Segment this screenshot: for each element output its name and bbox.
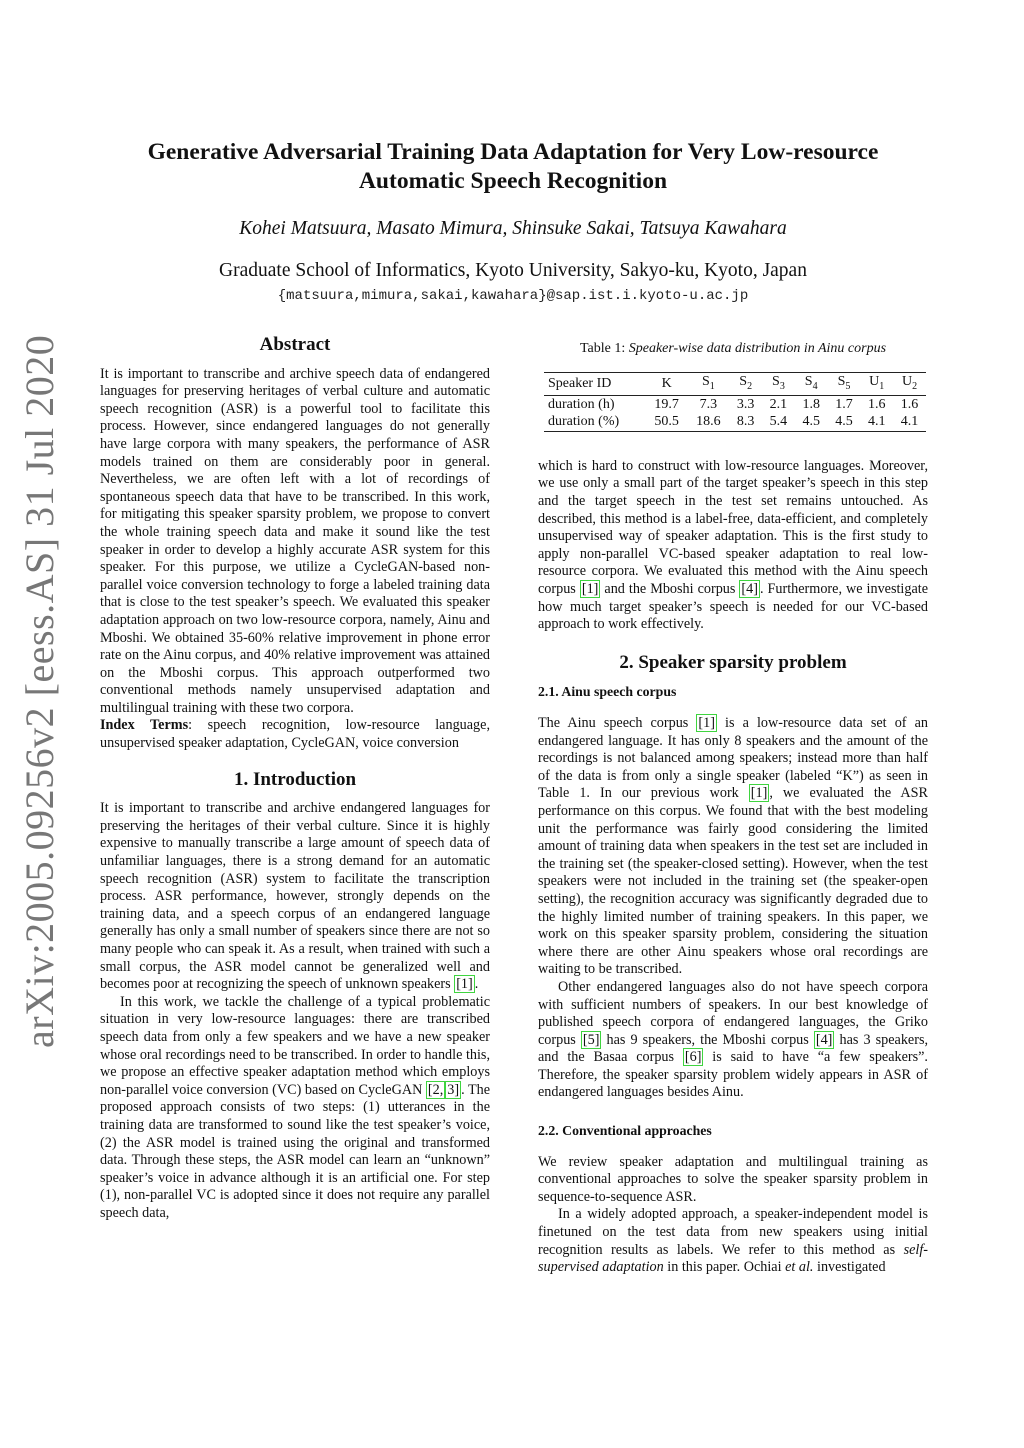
subsection-2-2-heading: 2.2. Conventional approaches <box>538 1123 712 1139</box>
table-header-cell: Speaker ID <box>548 375 612 391</box>
citation-link[interactable]: [4] <box>815 1031 833 1048</box>
table-header-cell: $S_2$ <box>739 373 753 392</box>
table-cell: 1.8 <box>802 396 820 412</box>
paper-title: Generative Adversarial Training Data Adaptation for Very Low-resource Automatic Speech Recognition <box>147 139 879 194</box>
table-header-cell: $S_1$ <box>702 373 715 392</box>
table-cell: 8.3 <box>736 414 755 430</box>
arxiv-identifier: arXiv:2005.09256v2 [eess.AS] 31 Jul 2020 <box>17 334 62 1048</box>
speaker-distribution-table <box>544 372 926 432</box>
table-cell: 4.1 <box>900 414 919 430</box>
table-cell: 50.5 <box>654 414 679 430</box>
table-cell: 2.1 <box>769 396 788 412</box>
table-header-cell: $U_2$ <box>901 373 918 392</box>
citation-link[interactable]: 3] <box>447 1081 460 1098</box>
section-2-1-paragraph-2: Other endangered languages also do not have speech corpora with sufficient numbers of speakers. In our best knowledge of published speech corpora of endangered languages, the Griko corpus [5] has 9 speakers, the Mboshi corpus [4] has 3 speakers, and the Basaa corpus [6] is said to have “a few speakers”. Therefore, the speaker sparsity problem widely appears in ASR of endangered languages besides Ainu. <box>538 978 929 1101</box>
citation-link[interactable]: [1] <box>698 715 715 732</box>
table-header-cell: $S_4$ <box>804 373 818 392</box>
table-cell: 18.6 <box>696 414 721 430</box>
section-2-2-paragraph-2: In a widely adopted approach, a speaker-independent model is finetuned on the test data from new speakers using initial recognition results as labels. We refer to this method as self-supervised adaptation in this paper. Ochiai et al. investigated <box>538 1206 928 1276</box>
citation-link[interactable]: [2, <box>427 1081 444 1098</box>
abstract-heading: Abstract <box>259 334 331 355</box>
table-cell: 19.7 <box>654 396 679 412</box>
intro-paragraph-2: In this work, we tackle the challenge of a typical problematic situation in very low-resource languages: there are transcribed speech data from only a few speakers and we have a new speaker whose oral recordings need to be transcribed. In order to handle this, we propose an effective speaker adaptation method which employs non-parallel voice conversion (VC) based on CycleGAN [2, 3] . The proposed approach consists of two steps: (1) utterances in the training data are transformed to sound like the test speaker’s voice, (2) the ASR model is trained using the original and transformed data. Through these steps, the ASR model can learn an “unknown” speaker’s voice in advance although it is an artificial one. For step (1), non-parallel VC is adopted since it does not require any parallel speech data, <box>100 993 490 1221</box>
intro-paragraph-1: It is important to transcribe and archive endangered languages for preserving the heritages of their verbal culture. Since it is highly expensive to manually transcribe a large amount of speech data of unfamiliar languages, there is a strong demand for an automatic speech recognition (ASR) system to facilitate the transcription process. ASR performance, however, strongly depends on the training data, and a speech corpus of an endangered language generally has only a small number of speakers since there are not so many people who can speak it. As a result, when trained with such a small corpus, the ASR model cannot be generalized well and becomes poor at recognizing the speech of unknown speakers [1] . <box>100 800 490 993</box>
table-cell: 3.3 <box>736 396 755 412</box>
table-cell: 1.6 <box>900 396 919 412</box>
author-list: Kohei Matsuura, Masato Mimura, Shinsuke Sakai, Tatsuya Kawahara <box>239 218 787 239</box>
email-addresses: {matsuura,mimura,sakai,kawahara}@sap.ist.i.kyoto-u.ac.jp <box>277 288 749 304</box>
table-cell: 4.1 <box>867 414 886 430</box>
table-cell: 7.3 <box>699 396 718 412</box>
table-row <box>544 413 926 431</box>
citation-link[interactable]: [1] <box>456 976 473 993</box>
section-2-heading: 2. Speaker sparsity problem <box>619 651 847 673</box>
table-cell: duration (h) <box>548 396 615 412</box>
section-2-1-paragraph-1: The Ainu speech corpus [1] is a low-resource data set of an endangered language. It has only 8 speakers and the amount of the recordings is not balanced among speakers; instead more than half of the data is from only a single speaker (labeled “K”) as seen in Table 1. In our previous work [1] , we evaluated the ASR performance on this corpus. We found that with the best modeling unit the performance was fairly good considering the limited amount of training data when speakers in the test set are included in the training set (the speaker-closed setting). However, when the test speakers were not included in the training set (the speaker-open setting), the recognition accuracy was significantly degraded due to the highly limited number of training speakers. In this paper, we work on this speaker sparsity problem, considering the situation where there are other Ainu speakers whose oral recordings are waiting to be transcribed. <box>538 715 928 978</box>
table-cell: 4.5 <box>802 414 820 430</box>
table-header-row <box>544 372 926 395</box>
table-cell: 4.5 <box>835 414 853 430</box>
index-terms: Index Terms: speech recognition, low-resource language, unsupervised speaker adaptation, CycleGAN, voice conversion <box>100 717 490 752</box>
table-header-cell: K <box>661 375 672 391</box>
citation-link[interactable]: [6] <box>684 1049 702 1066</box>
intro-continuation: which is hard to construct with low-resource languages. Moreover, we use only a small part of the target speaker’s speech in this step and the target speech in the test set remains untouched. As described, this method is a label-free, data-efficient, and completely unsupervised way of speaker adaptation. This is the first study to apply non-parallel VC-based speaker adaptation to real low-resource corpora. We evaluated this method with the Ainu speech corpus [1] and the Mboshi corpus [4] . Furthermore, we investigate how much target speaker’s speech is needed for our VC-based approach to work effectively. <box>538 457 928 633</box>
table-row <box>544 395 926 413</box>
index-terms-label: Index Terms <box>100 717 189 734</box>
table-cell: 1.7 <box>835 396 853 412</box>
table-header-cell: $U_1$ <box>869 373 885 392</box>
abstract-text: It is important to transcribe and archive speech data of endangered languages for preserving heritages of verbal culture and automatic speech recognition (ASR) is a powerful tool to facilitate this process. However, since endangered languages do not generally have large corpora with many speakers, the performance of ASR models trained on them are considerably poor in general. Nevertheless, we are often left with a lot of recordings of spontaneous speech data that have to be transcribed. In this work, for mitigating this speaker sparsity problem, we propose to convert the whole training speech data and make it sound like the test speaker in order to develop a highly accurate ASR system for this speaker. For this purpose, we utilize a CycleGAN-based non-parallel voice conversion technology to forge a labeled training data that is close to the test speaker’s speech. We evaluated this speaker adaptation approach on two low-resource corpora, namely, Ainu and Mboshi. We obtained 35-60% relative improvement in phone error rate on the Ainu corpus, and 40% relative improvement was attained on the Mboshi corpus. This approach outperformed two conventional methods namely unsupervised adaptation and multilingual training with these two corpora. <box>100 365 490 716</box>
citation-link[interactable]: [1] <box>750 785 768 802</box>
citation-link[interactable]: [1] <box>581 581 599 598</box>
table-header-cell: $S_3$ <box>772 373 785 392</box>
introduction-heading: 1. Introduction <box>233 768 357 790</box>
citation-link[interactable]: [5] <box>582 1031 600 1048</box>
table-header-cell: $S_5$ <box>837 373 851 392</box>
left-column <box>100 336 490 1223</box>
subsection-2-1-heading: 2.1. Ainu speech corpus <box>538 684 677 700</box>
table-cell: 1.6 <box>867 396 886 412</box>
table-cell: 5.4 <box>769 414 788 430</box>
affiliation: Graduate School of Informatics, Kyoto University, Sakyo-ku, Kyoto, Japan <box>219 260 807 281</box>
right-column <box>538 340 928 1277</box>
section-2-2-paragraph-1: We review speaker adaptation and multilingual training as conventional approaches to solve the speaker sparsity problem in sequence-to-sequence ASR. <box>538 1153 928 1205</box>
citation-link[interactable]: [4] <box>741 581 758 598</box>
table-caption: Table 1: Speaker-wise data distribution in Ainu corpus <box>579 341 887 356</box>
table-cell: duration (%) <box>548 414 620 430</box>
